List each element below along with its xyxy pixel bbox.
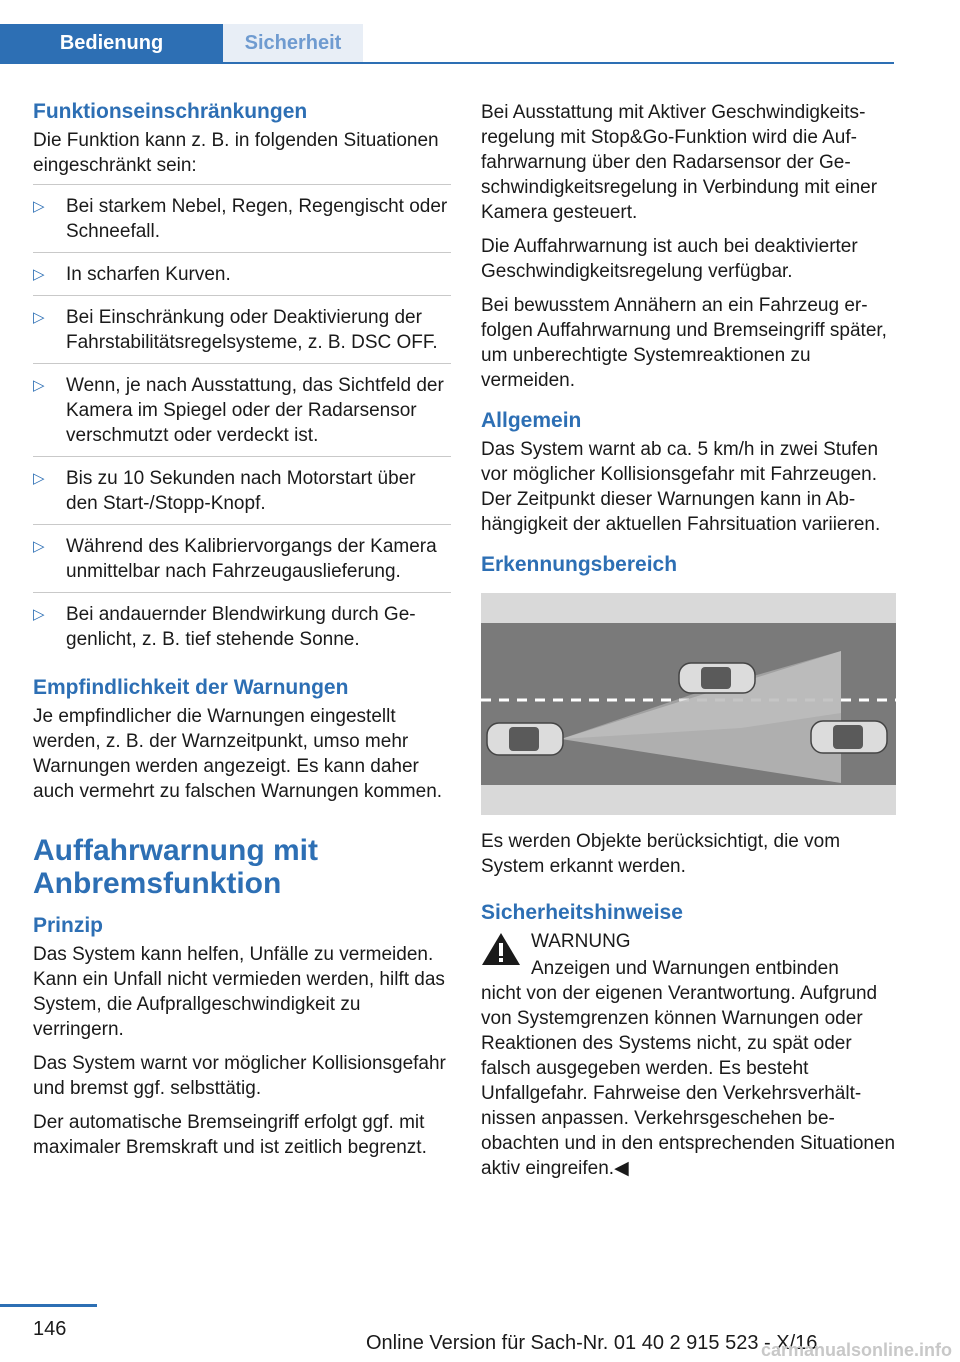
car-icon — [487, 723, 563, 755]
list-item: ▷ Während des Kalibriervorgangs der Kamera unmittelbar nach Fahrzeugauslieferung. — [33, 524, 451, 592]
bullet-triangle-icon: ▷ — [33, 377, 45, 394]
heading-safety: Sicherheitshinweise — [481, 901, 683, 924]
heading-sensitivity: Empfindlichkeit der Warnungen — [33, 676, 349, 699]
list-item: ▷ Bei andauernder Blendwirkung durch Gegenlicht, z. B. tief stehende Sonne. — [33, 592, 451, 660]
bullet-triangle-icon: ▷ — [33, 266, 45, 283]
car-icon — [811, 721, 887, 753]
tab-bedienung[interactable]: Bedienung — [0, 24, 223, 62]
warning-text-first-line: Anzeigen und Warnungen entbinden — [531, 958, 839, 979]
bullet-triangle-icon: ▷ — [33, 538, 45, 555]
detection-range-illustration — [481, 593, 896, 815]
car-icon — [679, 663, 755, 693]
bullet-triangle-icon: ▷ — [33, 198, 45, 215]
right-column — [481, 100, 896, 1190]
section-title: Auffahrwarnung mit Anbremsfunktion — [33, 834, 318, 900]
watermark: carmanualsonline.info — [760, 1340, 952, 1360]
bullet-triangle-icon: ▷ — [33, 606, 45, 623]
approach-paragraph: Bei bewusstem Annähern an ein Fahrzeug erfolgen Auffahrwarnung und Bremseingriff später, um unberechtigte Systemreaktionen zu vermeiden. — [481, 295, 887, 391]
heading-general: Allgemein — [481, 409, 582, 432]
list-item: ▷ Bei starkem Nebel, Regen, Regengischt oder Schneefall. — [33, 184, 451, 252]
warning-block — [481, 929, 896, 1181]
heading-limits: Funktionseinschränkungen — [33, 100, 308, 123]
list-item: ▷ Wenn, je nach Ausstattung, das Sichtfeld der Kamera im Spiegel oder der Radarsensor verschmutzt oder verdeckt ist. — [33, 363, 451, 456]
acc-paragraph: Bei Ausstattung mit Aktiver Geschwindigkeitsregelung mit Stop&Go-Funktion wird die Auffahrwarnung über den Radarsensor der Geschwindigkeitsregelung in Verbindung mit einer Kamera gesteuert. — [481, 102, 878, 223]
road-diagram — [481, 593, 896, 815]
warning-label: WARNUNG — [531, 931, 631, 952]
list-item: ▷ In scharfen Kurven. — [33, 252, 451, 295]
bullet-triangle-icon: ▷ — [33, 470, 45, 487]
heading-detection: Erkennungsbereich — [481, 553, 678, 576]
principle-paragraph-2: Das System warnt vor möglicher Kollisionsgefahr und bremst ggf. selbsttätig. — [33, 1053, 446, 1099]
general-text: Das System warnt ab ca. 5 km/h in zwei Stufen vor möglicher Kollisionsgefahr mit Fahrzeugen. Der Zeitpunkt dieser Warnungen kann in Abhängigkeit der aktuellen Fahrsituation variieren. — [481, 439, 881, 535]
principle-paragraph-1: Das System kann helfen, Unfälle zu vermeiden. Kann ein Unfall nicht vermieden werden, hilft das System, die Aufprallgeschwindigkeit zu verringern. — [33, 944, 445, 1040]
list-item: ▷ Bei Einschränkung oder Deaktivierung der Fahrstabilitätsregelsysteme, z. B. DSC OFF. — [33, 295, 451, 363]
warning-text: nicht von der eigenen Verantwortung. Aufgrund von Systemgrenzen können Warnungen oder Reaktionen des Systems nicht, zu spät oder falsch ausgegeben werden. Es besteht Unfallgefahr. Fahrweise den Verkehrsverhältnissen anpassen. Verkehrsgeschehen beobachten und in den entsprechenden Situationen aktiv eingreifen.◀ — [481, 983, 896, 1179]
page-number: 146 — [33, 1318, 67, 1340]
sensitivity-text: Je empfindlicher die Warnungen eingestellt werden, z. B. der Warnzeitpunkt, umso mehr Warnungen werden angezeigt. Es kann daher auch vermehrt zu falschen Warnungen kommen. — [33, 706, 443, 802]
left-column — [33, 98, 451, 1169]
footer-rule — [0, 1304, 97, 1307]
availability-paragraph: Die Auffahrwarnung ist auch bei deaktivierter Geschwindigkeitsregelung verfügbar. — [481, 236, 858, 282]
limits-list — [33, 184, 451, 660]
detection-text: Es werden Objekte berücksichtigt, die vom System erkannt werden. — [481, 831, 841, 877]
heading-principle: Prinzip — [33, 914, 104, 937]
principle-paragraph-3: Der automatische Bremseingriff erfolgt ggf. mit maximaler Bremskraft und ist zeitlich begrenzt. — [33, 1112, 427, 1158]
limits-intro: Die Funktion kann z. B. in folgenden Situationen eingeschränkt sein: — [33, 130, 439, 176]
tab-sicherheit[interactable]: Sicherheit — [223, 24, 363, 62]
footer-version-text: Online Version für Sach-Nr. 01 40 2 915 523 - X/16 — [366, 1332, 818, 1354]
warning-triangle-icon — [481, 931, 521, 967]
bullet-triangle-icon: ▷ — [33, 309, 45, 326]
chapter-tabbar — [0, 24, 894, 64]
list-item: ▷ Bis zu 10 Sekunden nach Motorstart über den Start-/Stopp-Knopf. — [33, 456, 451, 524]
